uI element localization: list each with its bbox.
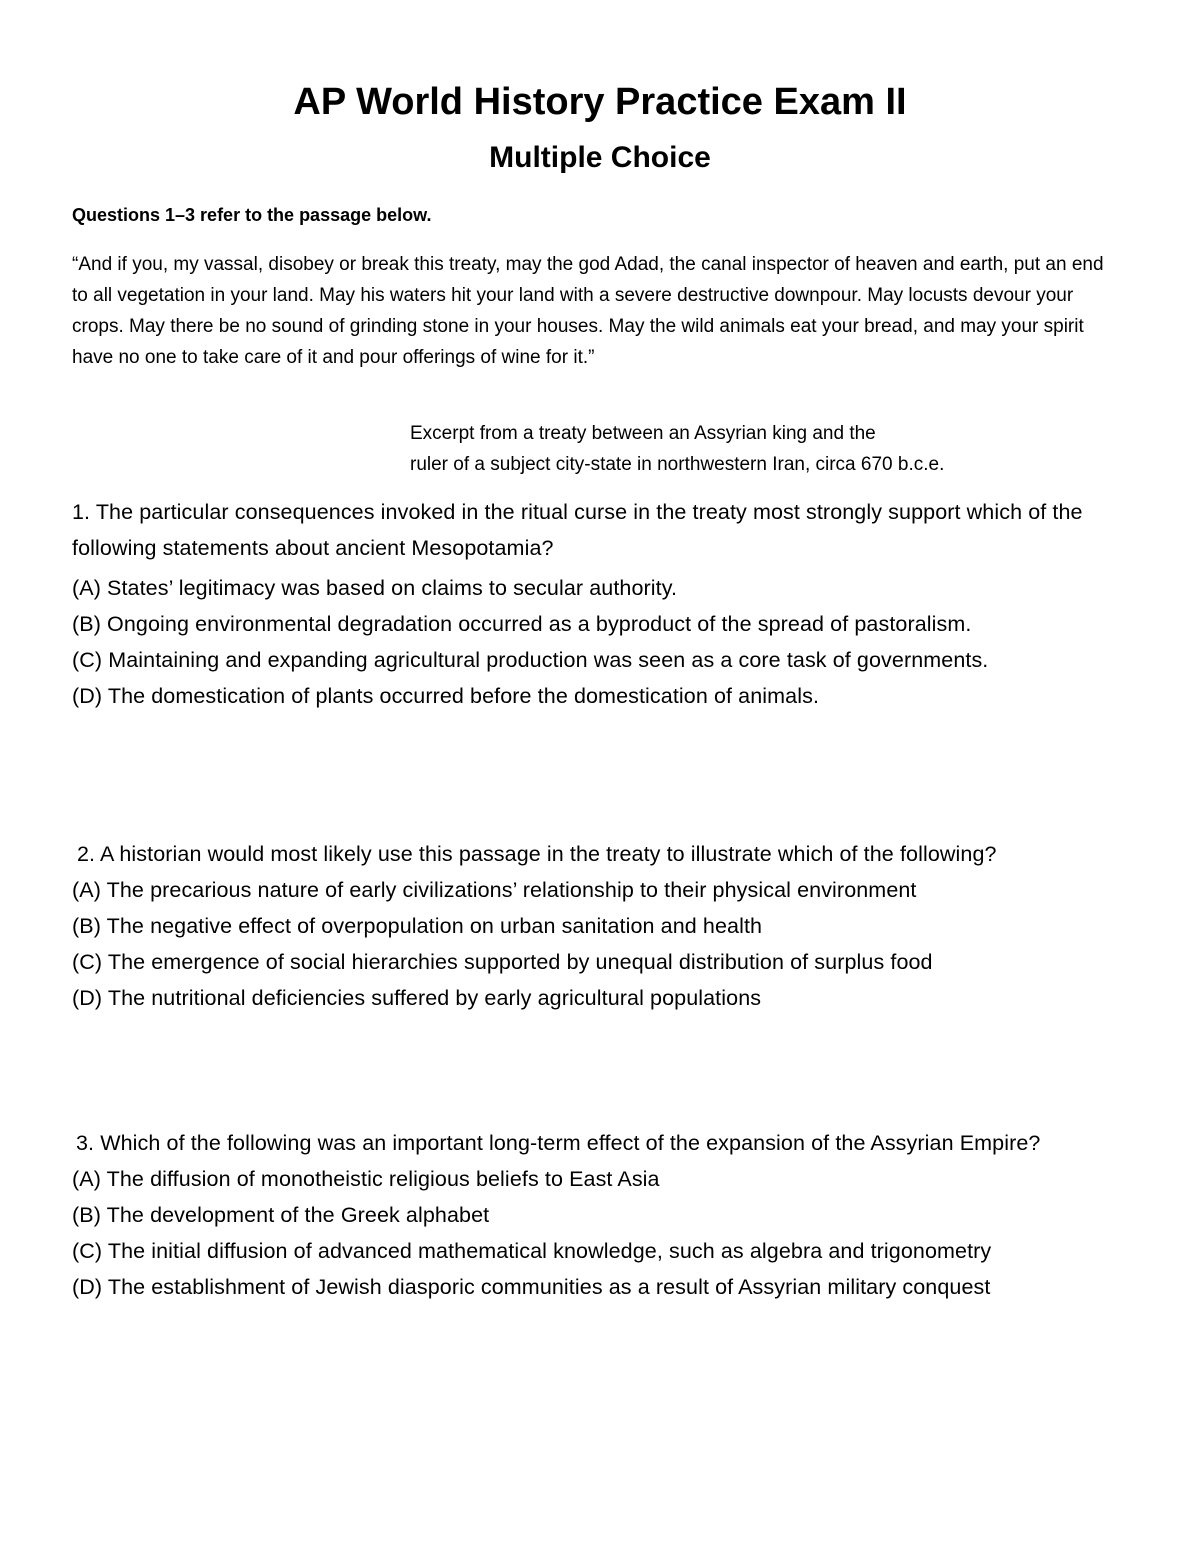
question-3-option-b: (B) The development of the Greek alphabet (72, 1203, 490, 1227)
question-1-option-d: (D) The domestication of plants occurred before the domestication of animals. (72, 684, 820, 708)
passage-source-line-1: Excerpt from a treaty between an Assyrian king and the (410, 423, 876, 444)
passage-source (410, 418, 944, 480)
treaty-passage: “And if you, my vassal, disobey or break this treaty, may the god Adad, the canal inspector of heaven and earth, put an end to all vegetation in your land. May his waters hit your land with a severe destructive downpour. May locusts devour your crops. May there be no sound of grinding stone in your houses. May the wild animals eat your bread, and may your spirit have no one to take care of it and pour offerings of wine for it.” (72, 254, 1104, 368)
passage-source-line-2: ruler of a subject city-state in northwestern Iran, circa 670 b.c.e. (410, 454, 945, 475)
question-3-option-d: (D) The establishment of Jewish diasporic communities as a result of Assyrian military conquest (72, 1275, 991, 1299)
question-1-option-c: (C) Maintaining and expanding agricultural production was seen as a core task of governments. (72, 648, 989, 672)
question-3-option-c: (C) The initial diffusion of advanced mathematical knowledge, such as algebra and trigonometry (72, 1239, 992, 1263)
question-2-option-a: (A) The precarious nature of early civilizations’ relationship to their physical environment (72, 878, 917, 902)
question-1-option-b: (B) Ongoing environmental degradation occurred as a byproduct of the spread of pastoralism. (72, 612, 972, 636)
question-2 (72, 836, 1152, 1016)
question-1-text: 1. The particular consequences invoked in the ritual curse in the treaty most strongly support which of the following statements about ancient Mesopotamia? (72, 500, 1083, 560)
question-2-option-c: (C) The emergence of social hierarchies supported by unequal distribution of surplus food (72, 950, 933, 974)
question-1-option-a: (A) States’ legitimacy was based on claims to secular authority. (72, 576, 678, 600)
question-1 (72, 494, 1152, 714)
question-2-option-d: (D) The nutritional deficiencies suffered by early agricultural populations (72, 986, 762, 1010)
question-2-text: 2. A historian would most likely use this passage in the treaty to illustrate which of the following? (77, 842, 997, 866)
questions-intro: Questions 1–3 refer to the passage below. (72, 205, 432, 225)
page-title: AP World History Practice Exam II (293, 81, 907, 123)
page-subtitle: Multiple Choice (489, 141, 711, 174)
question-3-text: 3. Which of the following was an important long-term effect of the expansion of the Assyrian Empire? (76, 1131, 1041, 1155)
question-3 (72, 1125, 1152, 1305)
question-2-option-b: (B) The negative effect of overpopulation on urban sanitation and health (72, 914, 763, 938)
question-3-option-a: (A) The diffusion of monotheistic religious beliefs to East Asia (72, 1167, 660, 1191)
